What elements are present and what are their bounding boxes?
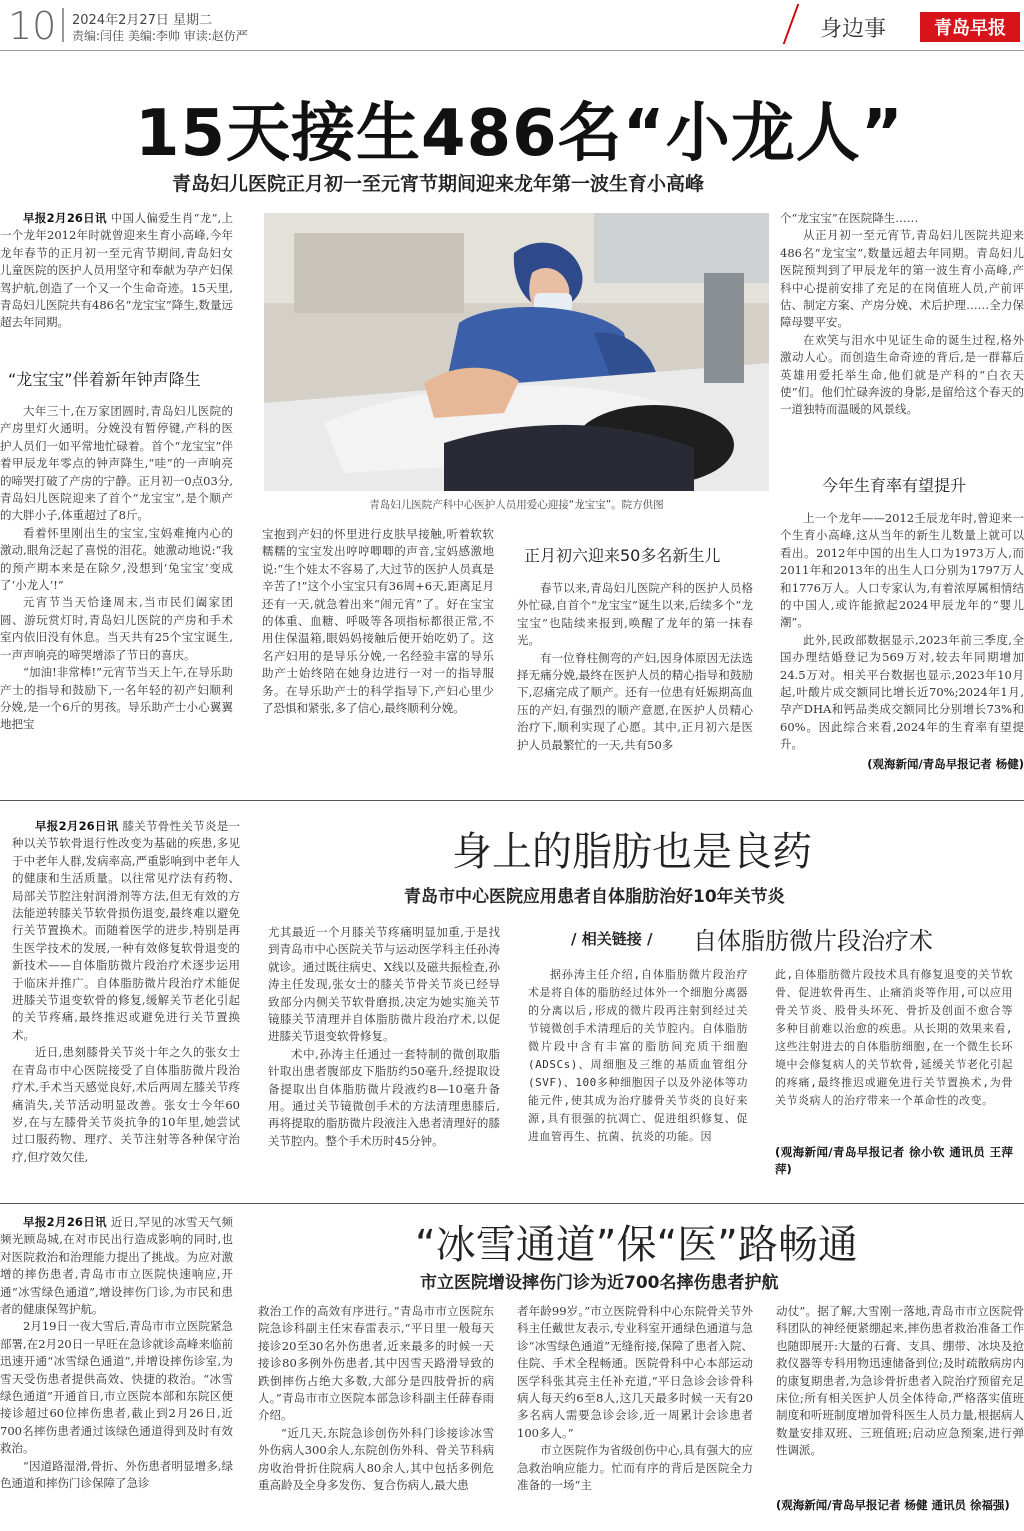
paragraph: 动仗”。据了解,大雪刚一落地,青岛市市立医院骨科团队的神经便紧绷起来,摔伤患者救治准备工作也随即展开:大量的石膏、支具、绷带、冰块及抢救仪器等专科用物迅速储备到位;及时疏散病房内的康复期患者,为急诊骨折患者入院治疗预留充足床位;所有相关医护人员全体待命,严格落实值班制度和听班制度增加骨科医生人员力量,根据病人数量安排双班、三班值班;启动应急预案,进行弹性调派。 (776, 1304, 1024, 1458)
story3-byline: (观海新闻/青岛早报记者 杨健 通讯员 徐福强) (776, 1498, 1010, 1512)
paragraph: 上一个龙年——2012壬辰龙年时,曾迎来一个生育小高峰,这从当年的新生儿数量上就可以看出。2012年中国的出生人口为1973万人,而2011年和2013年的出生人口分别为1797万人和1776万人。人口专家认为,有着浓厚属相情结的中国人,或许能掀起2024甲辰龙年的“婴儿潮”。 (780, 511, 1024, 630)
story1-subtitle: 青岛妇儿医院正月初一至元宵节期间迎来龙年第一波生育小高峰 (172, 173, 705, 195)
paragraph: 救治工作的高效有序进行。”青岛市市立医院东院急诊科副主任宋春雷表示,“平日里一般每天接诊20至30名外伤患者,近来最多的时候一天接诊80多例外伤患者,其中因雪天路滑导致的跌倒摔伤占绝大多数,大部分是四肢骨折的病人。”青岛市市立医院本部急诊科副主任薛春雨介绍。 (258, 1304, 494, 1423)
related-col1-body (528, 966, 748, 1186)
story1-col1-body (0, 403, 233, 775)
paragraph: 尤其最近一个月膝关节疼痛明显加重,于是找到青岛市中心医院关节与运动医学科主任孙涛就诊。通过既往病史、X线以及磁共振检查,孙涛主任发现,张女士的膝关节骨关节炎已经导致部分内侧关节软骨磨损,决定为她实施关节镜膝关节清理并自体脂肪微片段治疗术,以促进膝关节退变软骨修复。 (268, 925, 500, 1044)
paragraph: 市立医院作为省级创伤中心,具有强大的应急救治响应能力。忙而有序的背后是医院全力准备的一场“主 (517, 1443, 753, 1493)
paragraph: 从正月初一至元宵节,青岛妇儿医院共迎来486名“龙宝宝”,数量远超去年同期。青岛妇儿医院预判到了甲辰龙年的第一波生育小高峰,产科中心提前安排了充足的在岗值班人员,产前评估、制定方案、产房分娩、术后护理……全力保障母婴平安。 (780, 228, 1024, 330)
story1-byline-block (836, 756, 1024, 776)
story2-col2-body (268, 924, 500, 1190)
story2-lead-text: 膝关节骨性关节炎是一种以关节软骨退行性改变为基础的疾患,多见于中老年人群,发病率高,严重影响到中老年人的健康和生活质量。以往常见疗法有药物、局部关节腔注射润滑剂等方法,但无有效的方法能逆转膝关节软骨损伤退变,最终难以避免行关节置换术。而随着医学的进步,特别是再生医学技术的发展,一种有效修复软骨退变的新技术——自体脂肪微片段治疗术逐步运用于临床并推广。自体脂肪微片段治疗术能促进膝关节退变软骨的修复,缓解关节老化引起的关节疼痛,最终推迟或避免进行关节置换术。 (12, 819, 240, 1042)
paragraph: 春节以来,青岛妇儿医院产科的医护人员格外忙碌,自首个“龙宝宝”诞生以来,后续多个“龙宝宝”也陆续来报到,唤醒了龙年的第一抹春光。 (517, 581, 753, 648)
related-tag-block: / 相关链接 / (571, 930, 653, 948)
story1-divider (0, 800, 1024, 801)
story2-subtitle: 青岛市中心医院应用患者自体脂肪治好10年关节炎 (404, 887, 785, 907)
paragraph: 元宵节当天恰逢周末,当市民们阖家团圆、游玩赏灯时,青岛妇儿医院的产房和手术室内依旧没有休息。当天共有25个宝宝诞生,一声声响亮的啼哭增添了节日的喜庆。 (0, 595, 233, 662)
story2-col1-body (12, 818, 240, 1190)
story1-col3-body (517, 580, 753, 776)
story1-section3-title: 今年生育率有望提升 (822, 476, 967, 495)
story1-photo-caption: 青岛妇儿医院产科中心医护人员用爱心迎接“龙宝宝”。院方供图 (369, 499, 664, 511)
paragraph: 宝抱到产妇的怀里进行皮肤早接触,听着软软糯糯的宝宝发出哼哼唧唧的声音,宝妈感激地说:“生个娃太不容易了,大过节的医护人员真是辛苦了!”这个小宝宝只有36周+6天,距离足月还有一天,就急着出来“闹元宵”了。好在宝宝的体重、血糖、呼吸等各项指标都很正常,不用住保温箱,眼妈妈接触后便开始吃奶了。这名产妇用的是导乐分娩,一名经验丰富的导乐助产士始终陪在她身边进行一对一的指导服务。在导乐助产士的科学指导下,产妇心里少了恐惧和紧张,多了信心,最终顺利分娩。 (262, 527, 494, 716)
related-col2-body (775, 966, 1013, 1146)
nurse-with-mother-image (264, 213, 769, 491)
paragraph: 者年龄99岁。”市立医院骨科中心东院骨关节外科主任戴世友表示,专业科室开通绿色通道与急诊“冰雪绿色通道”无缝衔接,保障了患者入院、住院、手术全程畅通。医院骨科中心本部运动医学科张其亮主任补充道,“平日急诊会诊骨科病人每天约6至8人,这几天最多时候一天有20多名病人需要急诊会诊,近一周累计会诊患者100多人。” (517, 1304, 753, 1440)
story1-col4-lower (780, 510, 1024, 760)
story3-lead-tag: 早报2月26日讯 (23, 1215, 107, 1229)
header-accent-line (783, 4, 800, 44)
story2-byline: (观海新闻/青岛早报记者 徐小钦 通讯员 王萍萍) (775, 1145, 1013, 1177)
paragraph: 此外,民政部数据显示,2023年前三季度,全国办理结婚登记为569万对,较去年同期增加24.5万对。相关平台数据也显示,2023年10月起,叶酸片成交额同比增长近70%;2024年1月,孕产DHA和钙品类成交额同比分别增长73%和60%。因此综合来看,2024年的生育率有望提升。 (780, 632, 1024, 752)
related-title: 自体脂肪微片段治疗术 (693, 927, 933, 955)
story1-col2-body (262, 526, 494, 776)
paragraph: 近日,患刻膝骨关节炎十年之久的张女士在青岛市中心医院接受了自体脂肪微片段治疗术,手术当天感觉良好,术后两周左膝关节疼痛消失,关节活动明显改善。张女士今年60岁,在与左膝骨关节炎抗争的10年里,她尝试过口服药物、理疗、关节注射等各种保守治疗,但疗效欠佳, (12, 1045, 240, 1164)
story1-lead-text: 中国人偏爱生肖“龙”,上一个龙年2012年时就曾迎来生育小高峰,今年龙年春节的正月初一至元宵节期间,青岛妇女儿童医院的医护人员用坚守和奉献为孕产妇保驾护航,创造了一个又一个生命奇迹。15天里,青岛妇儿医院共有486名“龙宝宝”降生,数量远超去年同期。 (0, 211, 233, 330)
story1-section1-title: “龙宝宝”伴着新年钟声降生 (8, 370, 201, 389)
paragraph: 看着怀里刚出生的宝宝,宝妈难掩内心的激动,眼角泛起了喜悦的泪花。她激动地说:“我的预产期本来是在除夕,没想到‘兔宝宝’变成了‘小龙人’!” (0, 525, 233, 593)
paragraph: “因道路湿滑,骨折、外伤患者明显增多,绿色通道和摔伤门诊保障了急诊 (0, 1458, 233, 1491)
story2-divider (0, 1203, 1024, 1204)
paragraph: 大年三十,在万家团圆时,青岛妇儿医院的产房里灯火通明。分娩没有暂停键,产科的医护人员们一如平常地忙碌着。首个“龙宝宝”伴着甲辰龙年零点的钟声降生,“哇”的一声响亮的啼哭打破了产房的宁静。正月初一0点03分,青岛妇儿医院迎来了首个“龙宝宝”,是个顺产的大胖小子,体重超过了8斤。 (0, 404, 233, 523)
header-divider (62, 8, 64, 42)
story3-lead-text: 近日,罕见的冰雪天气频频光顾岛城,在对市民出行造成影响的同时,也对医院救治和治理能力提出了挑战。为应对激增的摔伤患者,青岛市市立医院快速响应,开通“冰雪绿色通道”,增设摔伤门诊,为市民和患者的健康保驾护航。 (0, 1215, 233, 1317)
paragraph: 此,自体脂肪微片段技术具有修复退变的关节软骨、促进软骨再生、止痛消炎等作用,可以应用骨关节炎、股骨头坏死、骨折及创面不愈合等多种目前难以治愈的疾患。从长期的效果来看,这些注射进去的自体脂肪细胞,在一个微生长环境中会修复病人的关节软骨,延缓关节老化引起的疼痛,最终推迟或避免进行关节置换术,为骨关节炎病人的治疗带来一个革命性的改变。 (775, 968, 1013, 1107)
page-header (0, 0, 1024, 50)
story3-byline-block (776, 1497, 1024, 1531)
paragraph: “近几天,东院急诊创伤外科门诊接诊冰雪外伤病人300余人,东院创伤外科、骨关节科病房收治骨折住院病人80余人,其中包括多例危重高龄及全身多发伤、复合伤病人,最大患 (258, 1425, 494, 1493)
paragraph: 个“龙宝宝”在医院降生…… (780, 211, 919, 225)
story1-byline: (观海新闻/青岛早报记者 杨健) (867, 757, 1024, 771)
story3-col2-body (258, 1303, 494, 1531)
newspaper-logo: 青岛早报 (920, 12, 1020, 42)
column-name: 身边事 (820, 17, 887, 42)
story1-photo (264, 213, 769, 491)
story2-lead-tag: 早报2月26日讯 (35, 819, 119, 833)
page-number: 10 (8, 4, 57, 48)
story3-title: “冰雪通道”保“医”路畅通 (415, 1222, 858, 1268)
story1-title: 15天接生486名“小龙人” (135, 97, 904, 171)
related-tag: 相关链接 (581, 930, 642, 948)
story1-col4-body (780, 210, 1024, 458)
header-rule (0, 50, 1024, 51)
issue-date: 2024年2月27日 星期二 (72, 13, 213, 28)
editor-credits: 责编:闫佳 美编:李帅 审读:赵仿严 (72, 29, 248, 43)
story2-byline-block (775, 1144, 1013, 1184)
paragraph: “加油!非常棒!”元宵节当天上午,在导乐助产士的指导和鼓励下,一名年轻的初产妇顺利分娩,是一个6斤的男孩。导乐助产士小心翼翼地把宝 (0, 665, 233, 732)
paragraph: 在欢笑与泪水中见证生命的诞生过程,格外激动人心。而创造生命奇迹的背后,是一群幕后英雄用爱托举生命,他们就是产科的“白衣天使”们。他们忙碌奔波的身影,是留给这个春天的一道独特而温暖的风景线。 (780, 332, 1024, 417)
story1-lead-tag: 早报2月26日讯 (23, 211, 107, 225)
story1-section2-title: 正月初六迎来50多名新生儿 (524, 546, 721, 565)
story2-title: 身上的脂肪也是良药 (452, 829, 812, 875)
story3-col4-body (776, 1303, 1024, 1499)
paragraph: 据孙涛主任介绍,自体脂肪微片段治疗术是将自体的脂肪经过体外一个细胞分离器的分离以后,形成的微片段再注射到经过关节镜微创手术清理后的关节腔内。自体脂肪微片段中含有丰富的脂肪间充质干细胞(ADSCs)、周细胞及三维的基质血管组分(SVF)、100多种细胞因子以及外泌体等功能元件,使其成为治疗膝骨关节炎的良好来源,具有很强的抗凋亡、促进组织修复、促进血管再生、抗菌、抗炎的功能。因 (528, 968, 748, 1143)
story3-col1-body (0, 1214, 233, 1531)
paragraph: 有一位脊柱侧弯的产妇,因身体原因无法选择无痛分娩,最终在医护人员的精心指导和鼓励下,忍痛完成了顺产。还有一位患有妊娠期高血压的产妇,有强烈的顺产意愿,在医护人员精心治疗下,顺利实现了心愿。其中,正月初六是医护人员最繁忙的一天,共有50多 (517, 650, 753, 752)
story1-lead-block (0, 210, 233, 350)
paragraph: 术中,孙涛主任通过一套特制的微创取脂针取出患者腹部皮下脂肪约50毫升,经提取设备提取出自体脂肪微片段液约8—10毫升备用。通过关节镜微创手术的方法清理患膝后,再将提取的脂肪微片段液注入患者清理好的膝关节腔内。整个手术历时45分钟。 (268, 1046, 500, 1148)
paragraph: 2月19日一夜大雪后,青岛市市立医院紧急部署,在2月20日一早旺在急诊就诊高峰来临前迅速开通“冰雪绿色通道”,并增设摔伤诊室,为雪天受伤患者提供高效、快捷的救治。“冰雪绿色通道”开通首日,市立医院本部和东院区便接诊超过60位摔伤患者,截止到2月26日,近700名摔伤患者通过该绿色通道得到及时有效救治。 (0, 1319, 233, 1456)
story3-col3-body (517, 1303, 753, 1531)
story3-subtitle: 市立医院增设摔伤门诊为近700名摔伤患者护航 (420, 1273, 779, 1293)
